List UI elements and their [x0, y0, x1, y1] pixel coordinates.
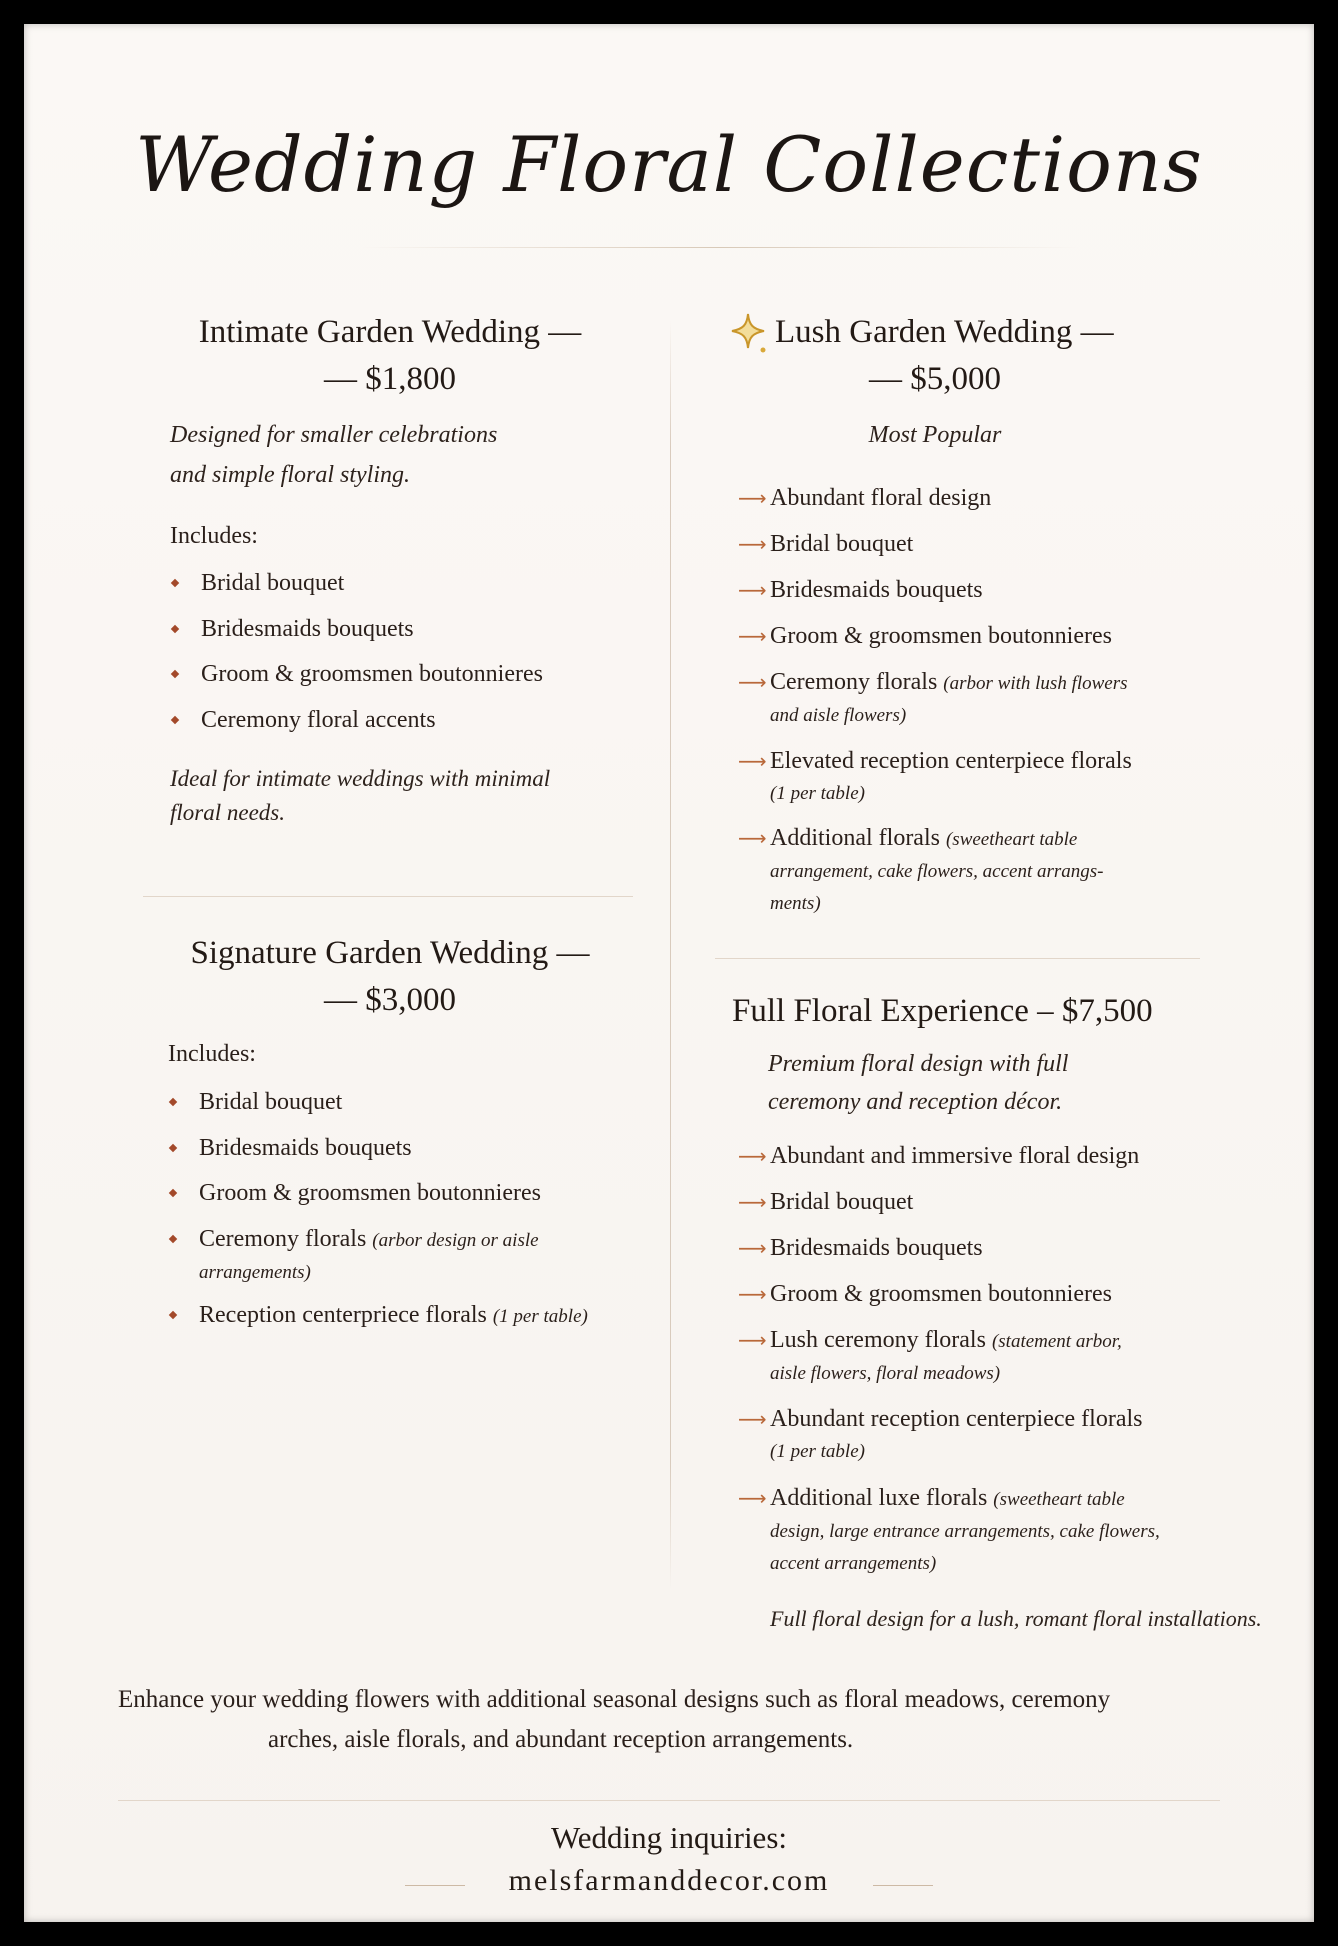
list-item: [738, 1404, 1160, 1483]
arrow-bullet-icon: ⟶: [738, 749, 767, 773]
item-note: and aisle flowers): [770, 705, 907, 726]
item-label: Reception centerpriece florals: [199, 1301, 487, 1328]
item-note: aisle flowers, floral meadows): [770, 1363, 1001, 1384]
item-label: Bridal bouquet: [201, 570, 345, 596]
arrow-bullet-icon: ⟶: [738, 578, 767, 602]
item-label: Groom & groomsmen boutonnieres: [199, 1180, 541, 1206]
item-note: (1 per table): [770, 1441, 865, 1462]
list-item: [738, 1187, 1160, 1233]
arrow-bullet-icon: ⟶: [738, 486, 767, 510]
arrow-bullet-icon: ⟶: [738, 1282, 767, 1306]
item-label: Additional florals: [770, 825, 940, 851]
full-package-items: [738, 1141, 1160, 1583]
column-divider: [670, 320, 671, 1590]
arrow-bullet-icon: ⟶: [738, 826, 767, 850]
list-item: [738, 621, 1132, 667]
signature-package-heading: [150, 930, 630, 1024]
list-item: [168, 1224, 588, 1300]
includes-label: Includes:: [168, 1041, 256, 1067]
enhance-line: Enhance your wedding flowers with additional seasonal designs such as floral meadows, ceremony: [118, 1686, 1111, 1713]
list-item: [738, 1233, 1160, 1279]
item-note: (arbor with lush flowers: [943, 673, 1128, 694]
lush-package-heading: [695, 309, 1175, 403]
enhance-line: arches, aisle florals, and abundant reception arrangements.: [268, 1726, 854, 1753]
package-name: Intimate Garden Wedding —: [198, 314, 582, 350]
arrow-bullet-icon: ⟶: [738, 1236, 767, 1260]
list-item: [168, 1133, 588, 1179]
description-line: Premium floral design with full: [768, 1051, 1069, 1077]
intimate-package-description: [170, 415, 497, 495]
diamond-bullet-icon: [169, 1189, 177, 1197]
package-price: — $3,000: [324, 982, 456, 1018]
package-name: Signature Garden Wedding —: [190, 935, 590, 971]
list-item: [170, 705, 543, 751]
list-item: [738, 1483, 1160, 1583]
list-item: [738, 483, 1132, 529]
item-note: (sweetheart table: [945, 829, 1078, 850]
item-note: ments): [770, 893, 821, 914]
item-label: Ceremony florals: [199, 1225, 367, 1252]
intimate-package-heading: [150, 309, 630, 403]
list-item: [170, 568, 543, 614]
arrow-bullet-icon: ⟶: [738, 1144, 767, 1168]
arrow-bullet-icon: ⟶: [738, 1486, 767, 1510]
arrow-bullet-icon: ⟶: [738, 1407, 767, 1431]
package-price: — $5,000: [869, 361, 1001, 397]
description-line: and simple floral styling.: [170, 462, 410, 488]
most-popular-badge: Most Popular: [868, 422, 1002, 448]
list-item: [738, 667, 1132, 746]
arrow-bullet-icon: ⟶: [738, 1190, 767, 1214]
list-item: [170, 659, 543, 705]
diamond-bullet-icon: [169, 1143, 177, 1151]
arrow-bullet-icon: ⟶: [738, 1328, 767, 1352]
item-label: Bridesmaids bouquets: [770, 577, 983, 603]
item-note: arrangement, cake flowers, accent arrangs-: [770, 861, 1104, 882]
diamond-bullet-icon: [169, 1310, 177, 1318]
arrow-bullet-icon: ⟶: [738, 670, 767, 694]
item-note: design, large entrance arrangements, cake flowers,: [770, 1521, 1160, 1542]
section-divider: [715, 958, 1200, 959]
item-label: Additional luxe florals: [770, 1485, 988, 1511]
package-name: Full Floral Experience – $7,500: [732, 993, 1153, 1029]
item-note: (1 per table): [492, 1305, 588, 1327]
diamond-bullet-icon: [169, 1234, 177, 1242]
item-label: Bridesmaids bouquets: [201, 615, 414, 642]
intimate-package-items: [170, 568, 543, 750]
item-label: Groom & groomsmen boutonnieres: [770, 623, 1112, 649]
diamond-bullet-icon: [171, 715, 179, 723]
footer-divider: [118, 1800, 1220, 1801]
full-package-description: [768, 1045, 1068, 1121]
list-item: [168, 1300, 588, 1346]
title-divider: [360, 247, 1080, 248]
list-item: [738, 575, 1132, 621]
item-label: Lush ceremony florals: [770, 1327, 986, 1353]
page-title: Wedding Floral Collections: [135, 120, 1203, 209]
package-name: Lush Garden Wedding —: [775, 314, 1114, 350]
intimate-package-note: [170, 762, 550, 830]
list-item: [738, 1325, 1160, 1404]
signature-package-items: [168, 1087, 588, 1345]
item-label: Ceremony floral accents: [201, 706, 436, 733]
full-package-heading: [732, 988, 1153, 1035]
package-price: — $1,800: [324, 361, 456, 397]
item-note: accent arrangements): [770, 1553, 937, 1574]
item-label: Bridal bouquet: [770, 1189, 914, 1215]
list-item: [738, 746, 1132, 823]
diamond-bullet-icon: [171, 624, 179, 632]
item-label: Bridal bouquet: [770, 531, 914, 557]
item-label: Ceremony florals: [770, 669, 938, 695]
note-line: Ideal for intimate weddings with minimal: [170, 766, 551, 791]
item-label: Bridal bouquet: [199, 1089, 343, 1115]
list-item: [168, 1178, 588, 1224]
decorative-line: [873, 1885, 933, 1886]
item-label: Bridesmaids bouquets: [770, 1235, 983, 1261]
diamond-bullet-icon: [171, 579, 179, 587]
description-line: Designed for smaller celebrations: [170, 422, 498, 448]
arrow-bullet-icon: ⟶: [738, 532, 767, 556]
includes-label: Includes:: [170, 523, 258, 549]
item-note: (arbor design or aisle: [372, 1229, 539, 1251]
item-label: Abundant reception centerpiece florals: [770, 1406, 1143, 1432]
item-label: Abundant and immersive floral design: [770, 1143, 1140, 1169]
full-package-note: Full floral design for a lush, romant floral installations.: [770, 1606, 1262, 1631]
diamond-bullet-icon: [169, 1098, 177, 1106]
item-note: (statement arbor,: [991, 1331, 1122, 1352]
lush-package-items: [738, 483, 1132, 919]
contact-label: Wedding inquiries:: [551, 1820, 787, 1855]
list-item: [738, 823, 1132, 919]
list-item: [168, 1087, 588, 1133]
item-label: Groom & groomsmen boutonnieres: [201, 661, 543, 687]
list-item: [738, 529, 1132, 575]
website-link[interactable]: melsfarmanddecor.com: [508, 1864, 830, 1897]
list-item: [738, 1141, 1160, 1187]
item-note: (sweetheart table: [993, 1489, 1125, 1510]
item-label: Groom & groomsmen boutonnieres: [770, 1281, 1112, 1307]
item-label: Bridesmaids bouquets: [199, 1134, 412, 1161]
list-item: [170, 614, 543, 660]
section-divider: [143, 896, 633, 897]
item-label: Elevated reception centerpiece florals: [770, 748, 1132, 774]
diamond-bullet-icon: [171, 670, 179, 678]
description-line: ceremony and reception décor.: [768, 1089, 1063, 1115]
arrow-bullet-icon: ⟶: [738, 624, 767, 648]
item-label: Abundant floral design: [770, 485, 992, 511]
item-note: arrangements): [199, 1261, 311, 1283]
list-item: [738, 1279, 1160, 1325]
item-note: (1 per table): [770, 783, 865, 804]
note-line: floral needs.: [170, 800, 285, 825]
